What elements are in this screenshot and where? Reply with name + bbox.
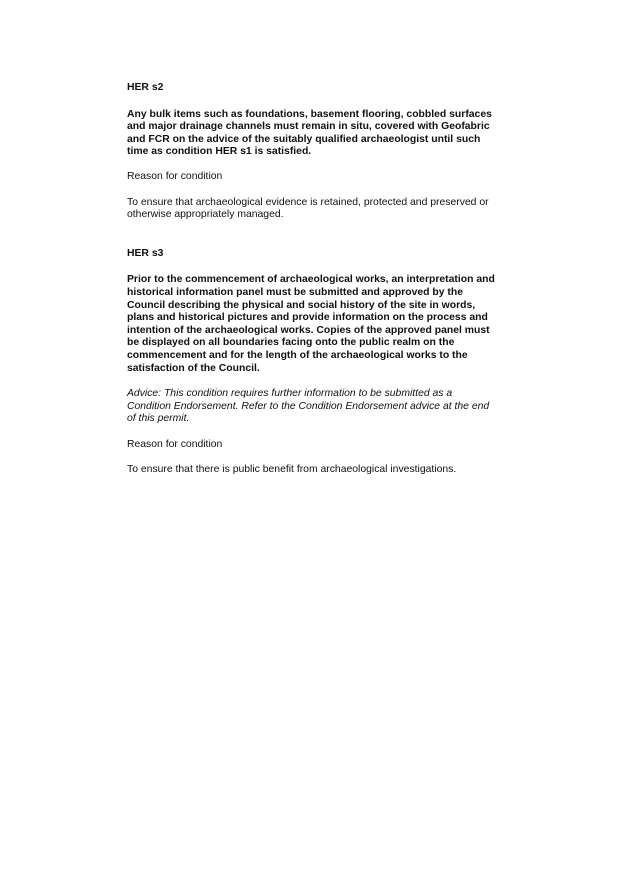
page-content: [127, 82, 507, 490]
reason-label: Reason for condition: [127, 170, 223, 182]
condition-section-her-s2: [127, 82, 507, 222]
section-spacer: [127, 222, 507, 235]
section-spacer: [127, 235, 507, 248]
reason-text: To ensure that there is public benefit from archaeological investigations.: [127, 464, 457, 476]
condition-text: Any bulk items such as foundations, basement flooring, cobbled surfaces and major drainage channels must remain in situ, covered with Geofabric and FCR on the advice of the suitably qualified archaeologist until such time as condition HER s1 is satisfied.: [127, 108, 492, 158]
condition-text: Prior to the commencement of archaeological works, an interpretation and historical information panel must be submitted and approved by the Council describing the physical and social history of the site in words, plans and historical pictures and provide information on the process and intention of the archaeological works. Copies of the approved panel must be displayed on all boundaries facing onto the public realm on the commencement and for the length of the archaeological works to the satisfaction of the Council.: [127, 274, 495, 374]
condition-section-her-s3: [127, 248, 507, 477]
advice-text: Advice: This condition requires further information to be submitted as a Condition Endorsement. Refer to the Condition Endorsement advice at the end of this permit.: [127, 388, 490, 425]
reason-label: Reason for condition: [127, 438, 223, 450]
condition-heading: HER s3: [127, 247, 164, 259]
reason-text: To ensure that archaeological evidence is retained, protected and preserved or otherwise appropriately managed.: [127, 196, 489, 221]
condition-heading: HER s2: [127, 82, 164, 93]
